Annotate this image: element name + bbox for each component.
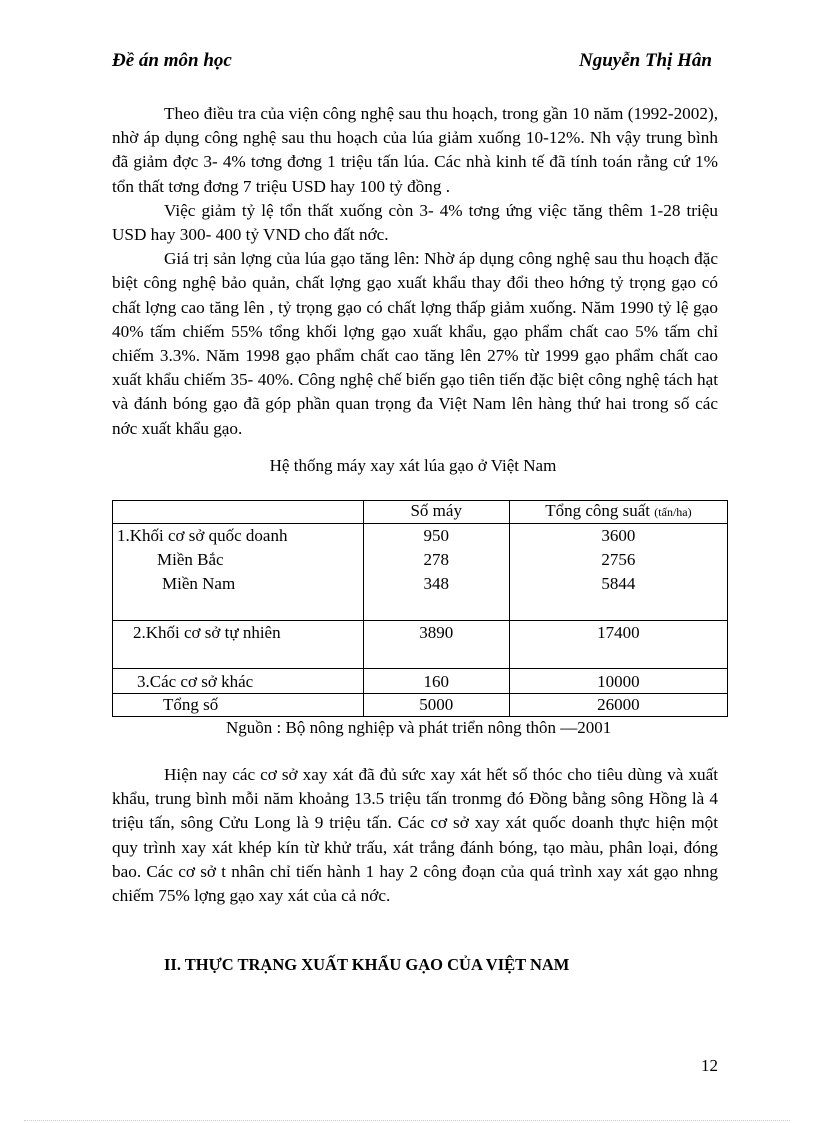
table-cell-capacity <box>509 621 727 669</box>
cell-value: 26000 <box>597 695 640 714</box>
table-header-row <box>113 501 728 524</box>
cell-value: 10000 <box>597 672 640 691</box>
table-cell-label <box>113 524 364 621</box>
table-cell-capacity <box>509 524 727 621</box>
header-author-name: Nguyễn Thị Hân <box>578 50 712 71</box>
table-cell-machines <box>363 621 509 669</box>
cell-value: 2756 <box>601 550 636 569</box>
body-text-top <box>112 102 718 441</box>
page-bottom-rule <box>24 1120 790 1121</box>
cell-value: 17400 <box>597 623 640 642</box>
header-document-title: Đề án môn học <box>112 50 232 71</box>
cell-value: 278 <box>423 550 449 569</box>
cell-value: 5000 <box>419 695 454 714</box>
paragraph: Hiện nay các cơ sở xay xát đã đủ sức xay xát hết số thóc cho tiêu dùng và xuất khẩu, trung bình mỗi năm khoảng 13.5 triệu tấn tronmg đó Đồng bằng sông Hồng là 4 triệu tấn, sông Cửu Long là 9 triệu tấn. Các cơ sở xay xát quốc doanh thực hiện một quy trình xay xát khép kín từ khử trấu, xát trắng đánh bóng, tạo màu, phân loại, đóng bao. Các cơ sở t nhân chỉ tiến hành 1 hay 2 công đoạn của quá trình xay xát gạo nhng chiếm 75% lợng gạo xay xát của cả nớc. <box>112 765 718 906</box>
row-label: Miền Nam <box>162 574 236 593</box>
table-cell-capacity <box>509 669 727 694</box>
paragraph: Theo điều tra của viện công nghệ sau thu hoạch, trong gần 10 năm (1992-2002), nhờ áp dụng công nghệ sau thu hoạch của lúa giảm xuống 10-12%. Nh vậy trung bình đã giảm đợc 3- 4% tơng đơng 1 triệu tấn lúa. Các nhà kinh tế đã tính toán rằng cứ 1% tổn thất tơng đơng 7 triệu USD hay 100 tỷ đồng . <box>112 104 718 196</box>
table-row-total <box>113 694 728 717</box>
table-row <box>113 524 728 621</box>
cell-value: 5844 <box>601 574 636 593</box>
cell-value: 160 <box>423 672 449 691</box>
table-cell-machines <box>363 694 509 717</box>
row-label: 1.Khối cơ sở quốc doanh <box>117 526 288 545</box>
table-header-cell <box>113 501 364 524</box>
table-row <box>113 621 728 669</box>
section-heading: II. THỰC TRẠNG XUẤT KHẨU GẠO CỦA VIỆT NAM <box>164 955 570 974</box>
body-text-bottom <box>112 763 718 908</box>
row-label: Tổng số <box>163 695 219 714</box>
cell-value: 348 <box>423 574 449 593</box>
table-cell-capacity <box>509 694 727 717</box>
table-header-cell: Số máy <box>363 501 509 524</box>
table-row <box>113 669 728 694</box>
table-cell-machines <box>363 524 509 621</box>
table-cell-label <box>113 621 364 669</box>
paragraph: Việc giảm tỷ lệ tổn thất xuống còn 3- 4% tơng ứng việc tăng thêm 1-28 triệu USD hay 300- 400 tỷ VND cho đất nớc. <box>112 200 718 245</box>
cell-value: 950 <box>423 526 449 545</box>
paragraph: Giá trị sản lợng của lúa gạo tăng lên: Nhờ áp dụng công nghệ sau thu hoạch đặc biệt công nghệ bảo quản, chất lợng gạo xuất khẩu thay đổi theo hớng tỷ trọng gạo có chất lợng cao tăng lên , tỷ trọng gạo có chất lợng thấp giảm xuống. Năm 1990 tỷ lệ gạo 40% tấm chiếm 55% tổng khối lợng gạo xuất khẩu, gạo phẩm chất cao 5% tấm chỉ chiếm 3.3%. Năm 1998 gạo phẩm chất cao tăng lên 27% từ 1999 gạo phẩm chất cao xuất khẩu chiếm 35- 40%. Công nghệ chế biến gạo tiên tiến đặc biệt công nghệ tách hạt và đánh bóng gạo đã góp phần quan trọng đa Việt Nam lên hàng thứ hai trong số các nớc xuất khẩu gạo. <box>112 249 718 438</box>
table-source-note: Nguồn : Bộ nông nghiệp và phát triển nông thôn —2001 <box>226 718 612 737</box>
cell-value: 3600 <box>601 526 636 545</box>
row-label: 2.Khối cơ sở tự nhiên <box>133 623 281 642</box>
rice-mill-table <box>112 500 728 717</box>
header-capacity-label: Tổng công suất <box>545 501 651 520</box>
header-capacity-unit: (tấn/ha) <box>654 505 692 519</box>
cell-value: 3890 <box>419 623 454 642</box>
page-number: 12 <box>701 1056 718 1075</box>
table-cell-label <box>113 694 364 717</box>
row-label: 3.Các cơ sở khác <box>137 672 254 691</box>
row-label: Miền Bắc <box>157 550 224 569</box>
table-cell-machines <box>363 669 509 694</box>
table-caption: Hệ thống máy xay xát lúa gạo ở Việt Nam <box>269 456 557 475</box>
table-header-cell <box>509 501 727 524</box>
table-cell-label <box>113 669 364 694</box>
